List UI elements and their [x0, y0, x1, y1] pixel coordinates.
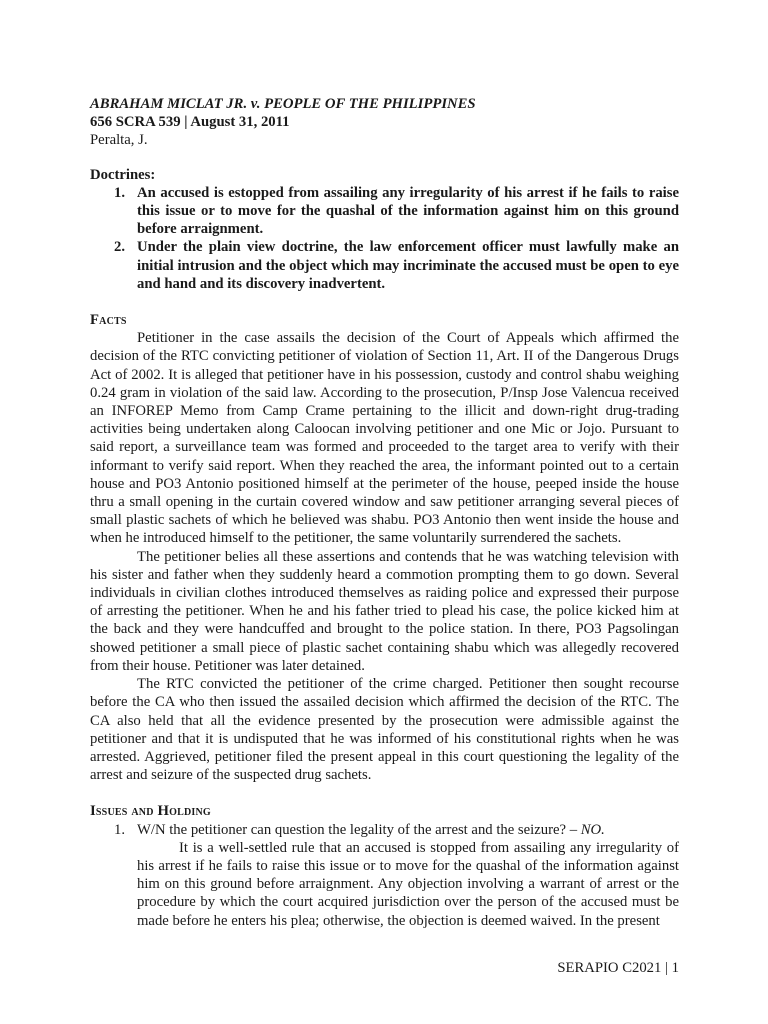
- page-footer: SERAPIO C2021 | 1: [557, 960, 679, 976]
- doctrines-heading: Doctrines:: [90, 166, 156, 183]
- issues-list: [90, 821, 679, 839]
- doctrine-text: Under the plain view doctrine, the law enforcement officer must lawfully make an initial intrusion and the object which may incriminate the accused must be open to eye and hand and its discovery inadvertent.: [137, 239, 679, 292]
- case-title: ABRAHAM MICLAT JR. v. PEOPLE OF THE PHILIPPINES: [90, 96, 476, 112]
- case-citation: 656 SCRA 539 | August 31, 2011: [90, 114, 290, 131]
- doctrines-list: [90, 184, 679, 293]
- issues-heading: Issues and Holding: [90, 803, 211, 820]
- issue-question: W/N the petitioner can question the legality of the arrest and the seizure?: [137, 821, 570, 838]
- doctrine-number: 2.: [114, 239, 126, 256]
- issue-discussion: It is a well-settled rule that an accused is stopped from assailing any irregularity of his arrest if he fails to raise this issue or to move for the quashal of the information against him on this ground before arraignment. Any objection involving a warrant of arrest or the procedure by which the court acquired jurisdiction over the person of the accused must be made before he enters his plea; otherwise, the objection is deemed waived. In the present: [137, 839, 679, 929]
- doctrine-number: 1.: [114, 184, 126, 201]
- doctrine-text: An accused is estopped from assailing any irregularity of his arrest if he fails to raise this issue or to move for the quashal of the information against him on this ground before arraignment.: [137, 184, 679, 238]
- issue-answer: – NO.: [569, 821, 605, 838]
- issue-number: 1.: [114, 821, 126, 838]
- doctrine-item: [90, 238, 679, 293]
- facts-heading: Facts: [90, 312, 127, 329]
- facts-paragraph: Petitioner in the case assails the decision of the Court of Appeals which affirmed the decision of the RTC convicting petitioner of violation of Section 11, Art. II of the Dangerous Drugs Act of 2002. It is alleged that petitioner have in his possession, custody and control shabu weighing 0.24 gram in violation of the said law. According to the prosecution, P/Insp Jose Valencua received an INFOREP Memo from Camp Crame pertaining to the illicit and down-right drug-trading activities being undertaken along Caloocan involving petitioner and one Mic or Jojo. Pursuant to said report, a surveillance team was formed and proceeded to the target area to verify with their informant to verify said report. When they reached the area, the informant pointed out to a certain house and PO3 Antonio positioned himself at the perimeter of the house, peeped inside the house thru a small opening in the curtain covered window and saw petitioner arranging several pieces of small plastic sachets of which he believed was shabu. PO3 Antonio then went inside the house and when he introduced himself to the petitioner, the same voluntarily surrendered the sachets.: [90, 330, 679, 547]
- facts-paragraph: The petitioner belies all these assertions and contends that he was watching television with his sister and father when they suddenly heard a commotion prompting them to go down. Several individuals in civilian clothes introduced themselves as raiding police and expressed their purpose of arresting the petitioner. When he and his father tried to plead his case, the police kicked him at the back and they were handcuffed and brought to the police station. In there, PO3 Pagsolingan showed petitioner a small piece of plastic sachet containing shabu which was allegedly recovered from their house. Petitioner was later detained.: [90, 548, 679, 674]
- facts-paragraph: The RTC convicted the petitioner of the crime charged. Petitioner then sought recourse before the CA who then issued the assailed decision which affirmed the decision of the RTC. The CA also held that all the evidence presented by the prosecution were admissible against the petitioner and that it is undisputed that he was informed of his constitutional rights when he was arrested. Aggrieved, petitioner filed the present appeal in this court questioning the legality of the arrest and seizure of the suspected drug sachets.: [90, 676, 679, 784]
- issue-item: [90, 821, 679, 839]
- ponente: Peralta, J.: [90, 132, 148, 149]
- doctrine-item: [90, 184, 679, 239]
